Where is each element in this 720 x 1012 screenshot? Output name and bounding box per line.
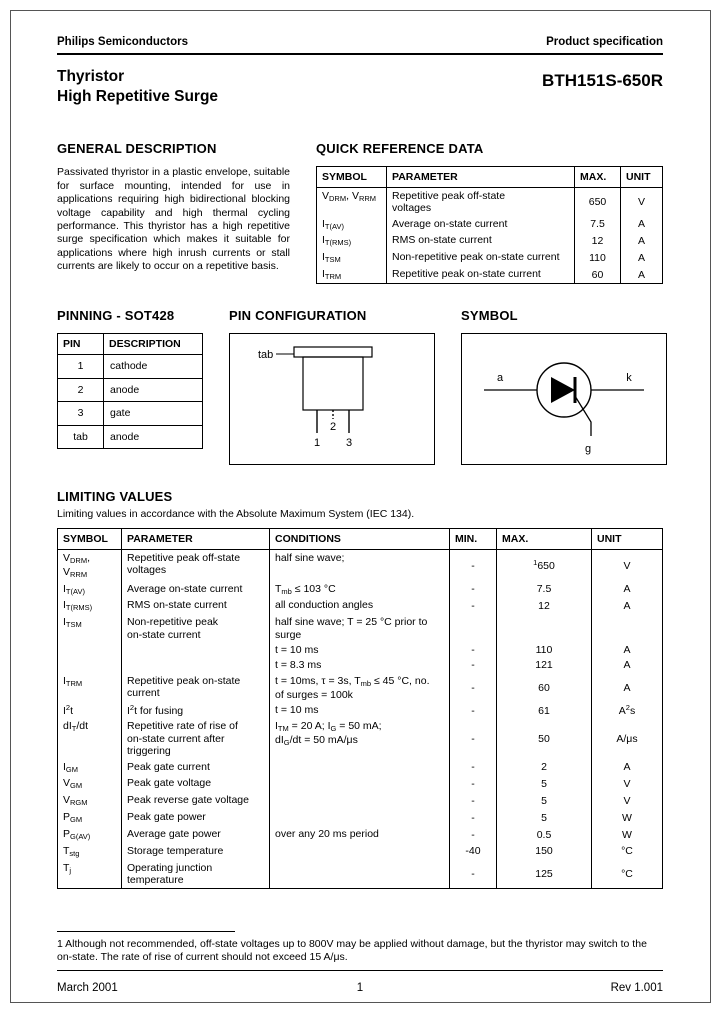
table-cell: $I_{T(RMS)}$ [317, 233, 387, 250]
table-cell [270, 776, 450, 793]
quick-reference-table [316, 166, 663, 284]
table-cell: W [592, 810, 663, 827]
table-cell: 2 [58, 378, 104, 401]
table-cell: A [621, 250, 663, 267]
limiting-values-section [57, 489, 663, 888]
table-row [317, 233, 663, 250]
column-header: CONDITIONS [270, 529, 450, 550]
table-cell: - [450, 810, 497, 827]
table-cell: all conduction angles [270, 598, 450, 615]
table-cell: Peak gate power [122, 810, 270, 827]
table-cell: V [592, 776, 663, 793]
table-cell: °C [592, 843, 663, 860]
table-cell: $V_{DRM}$, $V_{RRM}$ [317, 188, 387, 216]
thyristor-symbol-drawing [462, 334, 666, 464]
table-cell: A [592, 759, 663, 776]
table-cell: - [450, 719, 497, 759]
table-cell: Non-repetitive peak on-state current [122, 615, 270, 643]
table-row [58, 843, 663, 860]
table-cell [497, 615, 592, 643]
table-row [58, 615, 663, 643]
table-cell: $I_{GM}$ [58, 759, 122, 776]
quick-reference-section [316, 141, 663, 284]
table-cell: 7.5 [497, 581, 592, 598]
table-row [58, 759, 663, 776]
table-cell [450, 615, 497, 643]
table-cell: $dI_T/dt$ [58, 719, 122, 759]
table-cell: Peak gate current [122, 759, 270, 776]
footer-date: March 2001 [57, 982, 118, 995]
table-cell: $T_j$ [58, 860, 122, 888]
table-cell: - [450, 703, 497, 719]
table-cell: $I^2t$ [58, 703, 122, 719]
table-cell: Peak gate voltage [122, 776, 270, 793]
quick-reference-heading: QUICK REFERENCE DATA [316, 141, 484, 157]
table-cell: 110 [575, 250, 621, 267]
table-cell: $I_{TM} = 20$ A; $I_G = 50$ mA; $dI_G/dt = 50$ mA/μs [270, 719, 450, 759]
table-row [58, 703, 663, 719]
table-cell: 5 [497, 810, 592, 827]
footnote-rule [57, 931, 235, 932]
anode-label: a [496, 372, 504, 385]
column-header: PARAMETER [122, 529, 270, 550]
pin-configuration-section [229, 308, 435, 465]
table-cell: - [450, 793, 497, 810]
table-cell: A [621, 216, 663, 233]
table-cell [58, 658, 122, 673]
table-header-row [58, 529, 663, 550]
table-cell: Repetitive peak off-state voltages [122, 550, 270, 581]
symbol-section [461, 308, 667, 465]
table-row [58, 719, 663, 759]
table-cell: $^1$650 [497, 550, 592, 581]
vendor-name: Philips Semiconductors [57, 36, 188, 48]
table-cell [122, 643, 270, 658]
tab-label: tab [258, 349, 274, 362]
column-header: UNIT [592, 529, 663, 550]
table-cell: $A^2s$ [592, 703, 663, 719]
table-header-row [58, 334, 203, 355]
table-cell: 60 [575, 267, 621, 284]
table-cell: anode [104, 425, 203, 448]
table-cell: 7.5 [575, 216, 621, 233]
table-cell: 150 [497, 843, 592, 860]
table-cell: $I_{TSM}$ [58, 615, 122, 643]
table-row [58, 581, 663, 598]
column-header: SYMBOL [58, 529, 122, 550]
datasheet-page [57, 36, 663, 995]
table-cell: - [450, 658, 497, 673]
pinning-table [57, 333, 203, 449]
table-cell: A [621, 233, 663, 250]
table-cell: $V_{GM}$ [58, 776, 122, 793]
table-cell [270, 843, 450, 860]
table-cell: 50 [497, 719, 592, 759]
column-header: SYMBOL [317, 167, 387, 188]
table-cell: $I_{T(AV)}$ [58, 581, 122, 598]
table-row [317, 250, 663, 267]
table-cell: 5 [497, 776, 592, 793]
table-cell: 61 [497, 703, 592, 719]
table-cell: over any 20 ms period [270, 826, 450, 843]
pinning-and-diagrams-row [57, 308, 663, 465]
table-cell: Repetitive peak on-state current [387, 267, 575, 284]
table-cell: $I_{TRM}$ [58, 673, 122, 702]
title-block [57, 67, 663, 107]
table-row [58, 425, 203, 448]
table-cell: $P_{GM}$ [58, 810, 122, 827]
table-cell: 110 [497, 643, 592, 658]
table-cell: 5 [497, 793, 592, 810]
table-row [58, 355, 203, 378]
table-cell: 125 [497, 860, 592, 888]
table-row [58, 860, 663, 888]
pin-2-label: 2 [329, 421, 337, 434]
footnote-section [57, 931, 663, 965]
table-cell: $I^2t$ for fusing [122, 703, 270, 719]
table-cell: V [621, 188, 663, 216]
footer-page-number: 1 [356, 982, 364, 995]
table-row [58, 598, 663, 615]
table-cell: A [621, 267, 663, 284]
table-cell: A [592, 598, 663, 615]
table-cell: Repetitive peak off-state voltages [387, 188, 575, 216]
table-cell: 3 [58, 402, 104, 425]
table-cell: $I_{T(AV)}$ [317, 216, 387, 233]
table-cell: - [450, 643, 497, 658]
table-cell: gate [104, 402, 203, 425]
table-cell: - [450, 598, 497, 615]
table-cell: RMS on-state current [387, 233, 575, 250]
table-cell: 650 [575, 188, 621, 216]
product-title [57, 67, 218, 107]
table-cell: A [592, 643, 663, 658]
table-row [58, 658, 663, 673]
table-row [58, 378, 203, 401]
limiting-values-note: Limiting values in accordance with the Absolute Maximum System (IEC 134). [57, 508, 415, 521]
table-cell: 60 [497, 673, 592, 702]
table-cell: $V_{RGM}$ [58, 793, 122, 810]
footer-revision: Rev 1.001 [610, 982, 663, 995]
table-cell: Average on-state current [387, 216, 575, 233]
table-cell: 1 [58, 355, 104, 378]
table-cell [592, 615, 663, 643]
column-header: MAX. [497, 529, 592, 550]
footer-rule [57, 970, 663, 971]
table-row [58, 550, 663, 581]
table-cell: $T_{mb} \le 103$ °C [270, 581, 450, 598]
header-rule [57, 53, 663, 55]
column-header: PIN [58, 334, 104, 355]
table-cell: A [592, 658, 663, 673]
symbol-box [461, 333, 667, 465]
table-cell: t = 10 ms [270, 703, 450, 719]
table-header-row [317, 167, 663, 188]
description-and-quickref-row [57, 141, 663, 284]
column-header: MIN. [450, 529, 497, 550]
table-cell: half sine wave; [270, 550, 450, 581]
cathode-label: k [626, 372, 632, 385]
general-description-section [57, 141, 290, 284]
table-cell: 2 [497, 759, 592, 776]
table-cell: anode [104, 378, 203, 401]
column-header: UNIT [621, 167, 663, 188]
column-header: MAX. [575, 167, 621, 188]
table-cell: $T_{stg}$ [58, 843, 122, 860]
table-cell: °C [592, 860, 663, 888]
part-number: BTH151S-650R [542, 71, 663, 90]
table-cell: - [450, 860, 497, 888]
gate-label: g [584, 443, 592, 456]
table-cell: A [592, 673, 663, 702]
table-cell: - [450, 826, 497, 843]
table-cell: V [592, 793, 663, 810]
table-cell: 121 [497, 658, 592, 673]
limiting-values-heading: LIMITING VALUES [57, 489, 173, 505]
table-cell [270, 759, 450, 776]
general-description-heading: GENERAL DESCRIPTION [57, 141, 217, 157]
table-cell [122, 658, 270, 673]
table-row [58, 402, 203, 425]
table-cell: RMS on-state current [122, 598, 270, 615]
table-cell: - [450, 673, 497, 702]
table-cell: t = 10 ms [270, 643, 450, 658]
table-cell: 12 [575, 233, 621, 250]
table-cell [270, 793, 450, 810]
table-row [58, 810, 663, 827]
table-cell: 12 [497, 598, 592, 615]
table-cell: t = 10ms, τ = 3s, $T_{mb} \le 45$ °C, no. of surges = 100k [270, 673, 450, 702]
footnote-text: 1 Although not recommended, off-state voltages up to 800V may be applied without damage, but the thyristor may switch to the on-state. The rate of rise of current should not exceed 15 A/μs. [57, 937, 647, 964]
table-cell: Storage temperature [122, 843, 270, 860]
table-cell: tab [58, 425, 104, 448]
product-title-line2: High Repetitive Surge [57, 88, 219, 106]
package-drawing [230, 334, 434, 464]
footer-row [57, 982, 663, 994]
column-header: PARAMETER [387, 167, 575, 188]
document-footer [57, 965, 663, 994]
spec-type-label: Product specification [546, 36, 663, 48]
table-cell [58, 643, 122, 658]
table-cell: 0.5 [497, 826, 592, 843]
table-cell: cathode [104, 355, 203, 378]
table-cell: -40 [450, 843, 497, 860]
table-cell: t = 8.3 ms [270, 658, 450, 673]
table-row [317, 188, 663, 216]
table-row [317, 216, 663, 233]
table-cell: Repetitive rate of rise of on-state current after triggering [122, 719, 270, 759]
table-cell: V [592, 550, 663, 581]
table-cell: $I_{TRM}$ [317, 267, 387, 284]
limiting-values-table [57, 528, 663, 888]
table-cell [270, 860, 450, 888]
table-cell: - [450, 776, 497, 793]
table-cell: $V_{DRM}$, $V_{RRM}$ [58, 550, 122, 581]
pin-configuration-heading: PIN CONFIGURATION [229, 308, 367, 324]
table-cell: Operating junction temperature [122, 860, 270, 888]
table-cell: W [592, 826, 663, 843]
table-cell [270, 810, 450, 827]
table-row [58, 673, 663, 702]
table-row [58, 793, 663, 810]
document-header [57, 36, 663, 48]
symbol-heading: SYMBOL [461, 308, 518, 324]
general-description-text: Passivated thyristor in a plastic envelope, suitable for surface mounting, intended for use in applications requiring high bidirectional blocking voltage capability and high thermal cycling performance. This thyristor has a high repetitive surge specification which makes it suitable for applications where high inrush currents or stall currents are likely to occur on a repetitive basis. [57, 166, 290, 273]
table-cell: Repetitive peak on-state current [122, 673, 270, 702]
pinning-heading: PINNING - SOT428 [57, 308, 175, 324]
pinning-section [57, 308, 203, 465]
table-cell: A/μs [592, 719, 663, 759]
tab-plate [294, 347, 372, 357]
table-cell: A [592, 581, 663, 598]
table-cell: Non-repetitive peak on-state current [387, 250, 575, 267]
table-row [317, 267, 663, 284]
table-cell: Peak reverse gate voltage [122, 793, 270, 810]
pin-1-label: 1 [313, 437, 321, 450]
column-header: DESCRIPTION [104, 334, 203, 355]
table-cell: $I_{T(RMS)}$ [58, 598, 122, 615]
anode-triangle [551, 377, 575, 403]
table-row [58, 826, 663, 843]
product-title-line1: Thyristor [57, 68, 125, 85]
table-row [58, 643, 663, 658]
package-body [303, 357, 363, 410]
table-cell: Average on-state current [122, 581, 270, 598]
table-cell: Average gate power [122, 826, 270, 843]
table-cell: - [450, 581, 497, 598]
table-cell: - [450, 759, 497, 776]
pin-configuration-box [229, 333, 435, 465]
pin-3-label: 3 [345, 437, 353, 450]
table-cell: half sine wave; T = 25 °C prior to surge [270, 615, 450, 643]
table-cell: $P_{G(AV)}$ [58, 826, 122, 843]
table-cell: - [450, 550, 497, 581]
table-cell: $I_{TSM}$ [317, 250, 387, 267]
table-row [58, 776, 663, 793]
